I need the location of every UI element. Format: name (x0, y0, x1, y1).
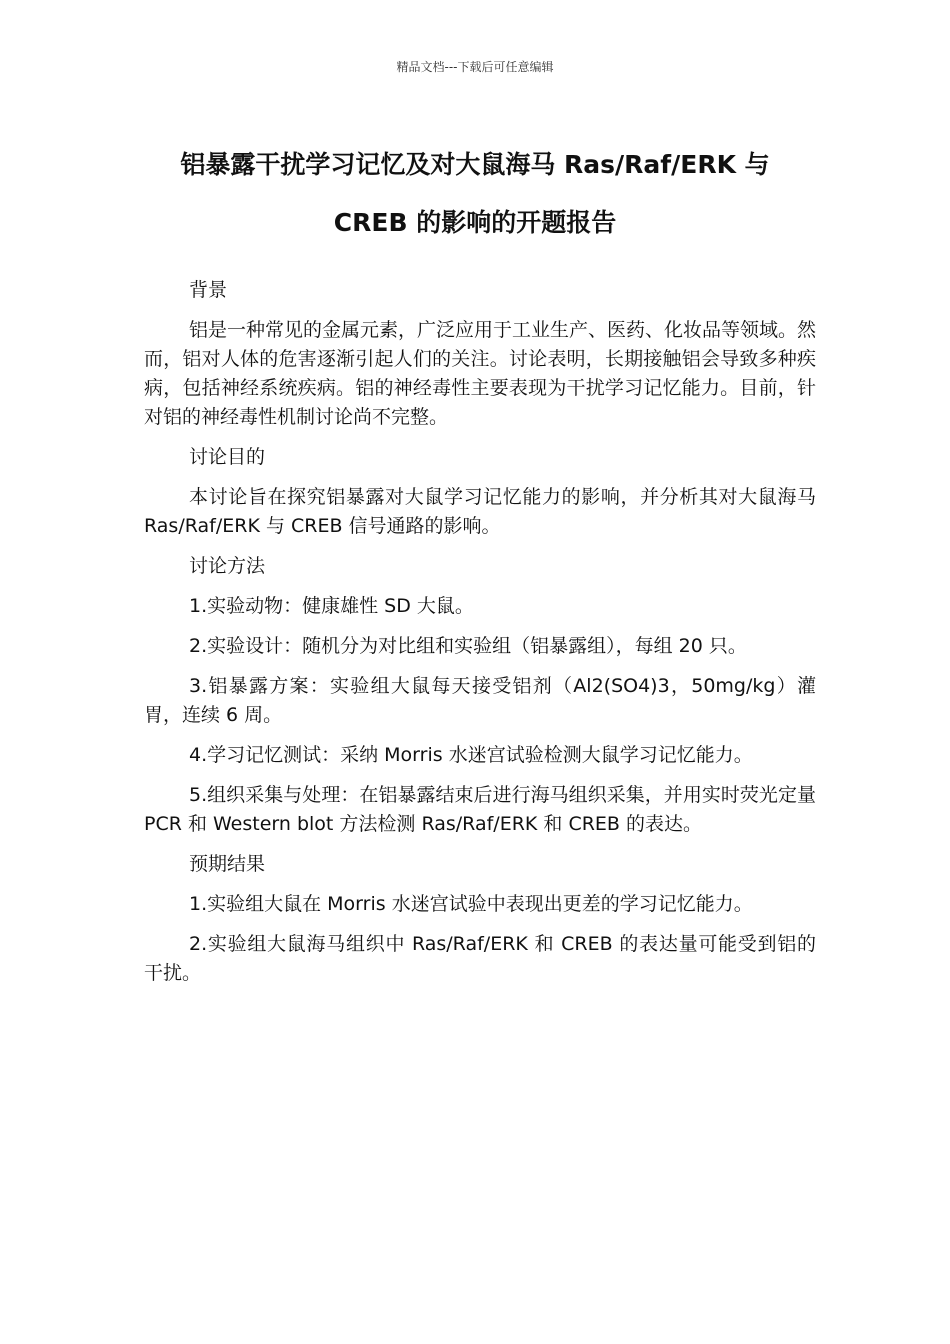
method-item: 1.实验动物：健康雄性 SD 大鼠。 (189, 595, 474, 617)
paragraph-purpose: 本讨论旨在探究铝暴露对大鼠学习记忆能力的影响，并分析其对大鼠海马 Ras/Raf/ERK 与 CREB 信号通路的影响。 (144, 486, 816, 537)
title-line-1: 铝暴露干扰学习记忆及对大鼠海马 Ras/Raf/ERK 与 (180, 150, 770, 179)
method-item: 2.实验设计：随机分为对比组和实验组（铝暴露组），每组 20 只。 (189, 635, 747, 657)
method-item: 3.铝暴露方案：实验组大鼠每天接受铝剂（Al2(SO4)3，50mg/kg）灌胃，连续 6 周。 (144, 675, 816, 726)
document-body (144, 276, 816, 999)
section-heading-methods: 讨论方法 (189, 555, 266, 577)
header-note: 精品文档---下载后可任意编辑 (396, 60, 554, 74)
title-line-2: CREB 的影响的开题报告 (333, 208, 617, 237)
result-item: 1.实验组大鼠在 Morris 水迷宫试验中表现出更差的学习记忆能力。 (189, 893, 753, 915)
section-heading-background: 背景 (189, 279, 228, 301)
method-item: 4.学习记忆测试：采纳 Morris 水迷宫试验检测大鼠学习记忆能力。 (189, 744, 753, 766)
paragraph-background: 铝是一种常见的金属元素，广泛应用于工业生产、医药、化妆品等领域。然而，铝对人体的危害逐渐引起人们的关注。讨论表明，长期接触铝会导致多种疾病，包括神经系统疾病。铝的神经毒性主要表现为干扰学习记忆能力。目前，针对铝的神经毒性机制讨论尚不完整。 (144, 319, 817, 428)
section-heading-results: 预期结果 (189, 853, 266, 875)
document-title (120, 136, 830, 252)
method-item: 5.组织采集与处理：在铝暴露结束后进行海马组织采集，并用实时荧光定量 PCR 和 Western blot 方法检测 Ras/Raf/ERK 和 CREB 的表达。 (144, 784, 816, 835)
section-heading-purpose: 讨论目的 (189, 446, 266, 468)
result-item: 2.实验组大鼠海马组织中 Ras/Raf/ERK 和 CREB 的表达量可能受到铝的干扰。 (144, 933, 816, 984)
